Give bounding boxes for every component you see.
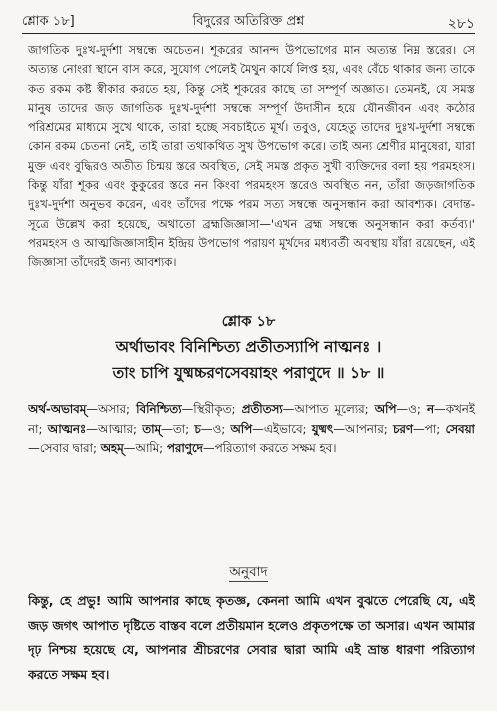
synonym-word: অহম্ xyxy=(100,441,124,456)
synonym-meaning: আমি xyxy=(135,441,160,456)
translation-label xyxy=(0,561,497,584)
synonym-word: আত্মনঃ xyxy=(47,421,87,436)
synonym-meaning: আত্মার xyxy=(97,421,134,436)
synonym-meaning: আপনার xyxy=(345,421,384,436)
synonym-meaning: আপাত মূল্যের xyxy=(294,402,365,416)
synonym-word: অর্থ-অভাবম্ xyxy=(28,402,87,416)
translation-paragraph: কিন্তু, হে প্রভু! আমি আপনার কাছে কৃতজ্ঞ, কেননা আমি এখন বুঝতে পেরেছি যে, এই জড় জগৎ আপাত দৃষ্টিতে বাস্তব বলে প্রতীয়মান হলেও প্রকৃতপক্ষে তা অসার। এখন আমার দৃঢ় নিশ্চয় হয়েছে যে, আপনার শ্রীচরণের সেবার দ্বারা আমি এই ভ্রান্ত ধারণা পরিত্যাগ করতে সক্ষম হব। xyxy=(28,593,475,682)
synonym-word: যুষ্মৎ xyxy=(311,421,334,436)
chapter-title: বিদুরের অতিরিক্ত প্রশ্ন xyxy=(192,14,305,29)
synonym-meaning: অসার xyxy=(98,402,127,416)
synonym-meaning: পা xyxy=(424,421,437,436)
synonym-word: প্রতীতস্য xyxy=(241,402,283,416)
synonym-meaning: ও xyxy=(408,402,417,416)
synonym-word: পরাণুদে xyxy=(166,441,203,456)
synonym-word: সেবয়া xyxy=(445,421,475,436)
verse-reference: শ্লোক ১৮] xyxy=(22,14,75,29)
header-rule xyxy=(22,33,475,34)
verse-line-2: তাং চাপি যুষ্মচ্চরণসেবয়াহং পরাণুদে ॥ ১৮ ॥ xyxy=(112,364,385,382)
page-header xyxy=(22,10,475,32)
synonym-word: চরণ xyxy=(392,421,413,436)
synonyms-paragraph: অর্থ-অভাবম্—অসার; বিনিশ্চিত্য—স্থিরীকৃত; প্রতীতস্য—আপাত মূল্যের; অপি—ও; ন—কখনই না; আত্মনঃ—আত্মার; তাম্—তা; চ—ও; অপি—এইভাবে; যুষ্মৎ—আপনার; চরণ—পা; সেবয়া—সেবার দ্বারা; অহম্—আমি; পরাণুদে—পরিত্যাগ করতে সক্ষম হব। xyxy=(28,402,475,456)
synonym-meaning: তা xyxy=(172,421,186,436)
synonym-meaning: স্থিরীকৃত xyxy=(193,402,232,416)
synonym-word: বিনিশ্চিত্য xyxy=(136,402,182,416)
synonym-meaning: ও xyxy=(212,421,222,436)
verse-label: শ্লোক ১৮ xyxy=(221,314,276,330)
synonym-word: ন xyxy=(426,402,434,416)
synonym-meaning: কখনই না xyxy=(28,402,475,436)
synonym-meaning: সেবার দ্বারা xyxy=(39,441,93,456)
synonym-word: অপি xyxy=(230,421,253,436)
purport-paragraph: জাগতিক দুঃখ-দুর্দশা সম্বন্ধে অচেতন। শূকরের আনন্দ উপভোগের মান অত্যন্ত নিম্ন স্তরের। সে অত্যন্ত নোংরা স্থানে বাস করে, সুযোগ পেলেই মৈথুন কার্যে লিপ্ত হয়, এবং বেঁচে থাকার জন্য তাকে কত রকম কষ্ট স্বীকার করতে হয়, কিন্তু সেই শূকরের কাছে তা সম্পূর্ণ অজ্ঞাত। তেমনই, যে সমস্ত মানুষ তাদের জড় জাগতিক দুঃখ-দুর্দশা সম্বন্ধে সম্পূর্ণ উদাসীন হয়ে যৌনজীবন এবং কঠোর পরিশ্রমের মাধ্যমে সুখে থাকে, তারা হচ্ছে সবচাইতে মূর্খ। তবুও, যেহেতু তাদের দুঃখ-দুর্দশা সম্বন্ধে কোন রকম চেতনা নেই, তাই তারা তথাকথিত সুখ উপভোগ করে। তাই অন্য শ্রেণীর মানুষেরা, যারা মুক্ত এবং বুদ্ধিরও অতীত চিন্ময় স্তরে অবস্থিত, সেই সমস্ত প্রকৃত সুখী ব্যক্তিদের বলা হয় পরমহংস। কিন্তু যাঁরা শূকর এবং কুকুরের স্তরে নন কিংবা পরমহংস স্তরেও অবস্থিত নন, তাঁরা জড়জাগতিক দুঃখ-দুর্দশা অনুভব করেন, এবং তাঁদের পক্ষে পরম সত্য সম্বন্ধে অনুসন্ধান করা আবশ্যক। বেদান্ত-সূত্রে উল্লেখ করা হয়েছে, অথাতো ব্রহ্মজিজ্ঞাসা—'এখন ব্রহ্ম সম্বন্ধে অনুসন্ধান করা কর্তব্য।' পরমহংস ও আত্মজিজ্ঞাসাহীন ইন্দ্রিয় উপভোগ পরায়ণ মূর্খদের মধ্যবর্তী অবস্থায় যাঁরা রয়েছেন, এই জিজ্ঞাসা তাঁদেরই জন্য আবশ্যক। xyxy=(28,43,475,270)
translation-heading: অনুবাদ xyxy=(229,564,268,580)
synonym-word: চ xyxy=(194,421,201,436)
verse-line-1: অর্থাভাবং বিনিশ্চিত্য প্রতীতস্যাপি নাত্মনঃ । xyxy=(115,338,382,356)
synonym-meaning: পরিত্যাগ করতে সক্ষম হব xyxy=(214,441,333,456)
synonym-word: অপি xyxy=(374,402,397,416)
synonym-meaning: এইভাবে xyxy=(263,421,303,436)
synonym-word: তাম্ xyxy=(142,421,162,436)
page-number: ২৮১ xyxy=(447,16,475,32)
